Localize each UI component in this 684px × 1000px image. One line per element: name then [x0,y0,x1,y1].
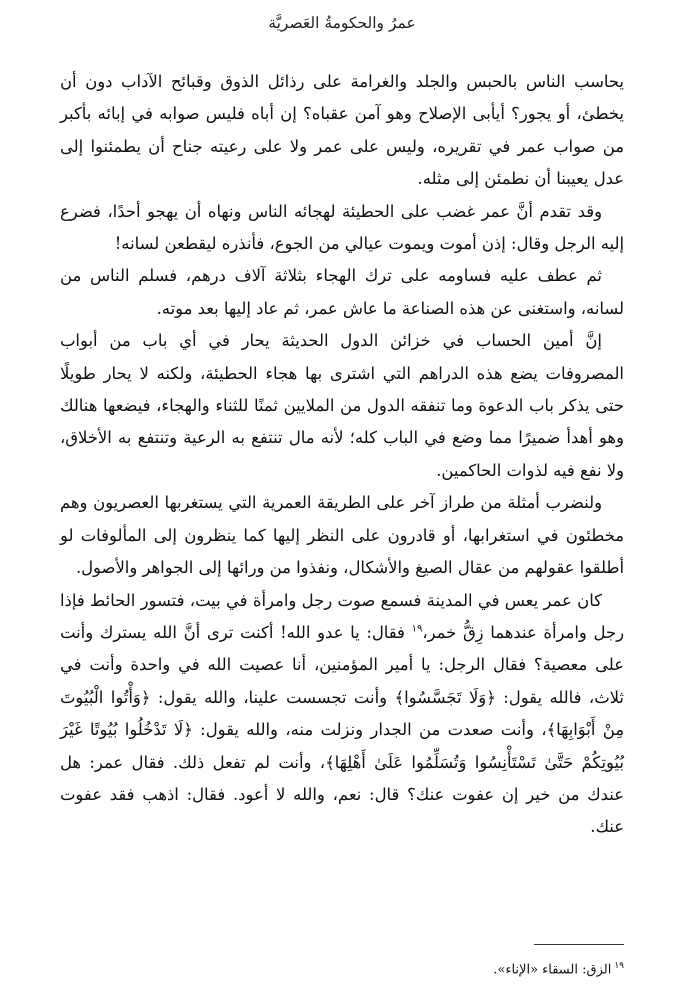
paragraph: يحاسب الناس بالحبس والجلد والغرامة على رذائل الذوق وقبائح الآداب دون أن يخطئ، أو يجور؟ أيأبى الإصلاح وهو آمن عقباه؟ إن أباه فليس صوابه في إبائه بأكبر من صواب عمر في تقريره، وليس على عمر ولا على رعيته جناح أن يطمئنوا إلى عدل يعيبنا أن نطمئن إلى مثله. [60,72,624,189]
footnote [60,956,624,980]
paragraph: وقد تقدم أنَّ عمر غضب على الحطيئة لهجائه الناس ونهاه أن يهجو أحدًا، فضرع إليه الرجل وقال: إذن أموت ويموت عيالي من الجوع، فأنذره ليقطعن لسانه! [60,201,624,254]
paragraph: ولنضرب أمثلة من طراز آخر على الطريقة العمرية التي يستغربها العصريون وهم مخطئون في استغرابها، أو قادرون على النظر إليها كما ينظرون إلى المألوفات لو أطلقوا عقولهم من عقال الصيغ والأشكال، ونفذوا من ورائها إلى الجواهر والأصول. [60,493,624,578]
story-text-part2: فقال: يا عدو الله! أكنت ترى أنَّ الله يسترك وأنت على معصية؟ فقال الرجل: يا أمير المؤمنين، أنا عصيت الله في واحدة وأنت في ثلاث، فالله يقول: ﴿وَلَا تَجَسَّسُوا﴾ وأنت تجسست علينا، والله يقول: ﴿وَأْتُوا الْبُيُوتَ مِنْ أَبْوَابِهَا﴾، وأنت صعدت من الجدار ونزلت منه، والله يقول: ﴿لَا تَدْخُلُوا بُيُوتًا غَيْرَ بُيُوتِكُمْ حَتَّىٰ تَسْتَأْنِسُوا وَتُسَلِّمُوا عَلَىٰ أَهْلِهَا﴾، وأنت لم تفعل ذلك. فقال عمر: هل عندك من خير إن عفوت عنك؟ قال: نعم، والله لا أعود. فقال: اذهب فقد عفوت عنك. [60,622,624,837]
story-text-part1: كان عمر يعس في المدينة فسمع صوت رجل وامرأة في بيت، فتسور الحائط فإذا رجل وامرأة عندهما زِقُّ خمر، [60,590,624,642]
body-text [60,66,624,844]
paragraph-story [60,585,624,844]
footnote-reference[interactable]: ١٩ [411,623,423,635]
footnote-divider [534,944,624,945]
paragraph: إنَّ أمين الحساب في خزائن الدول الحديثة يحار في أي باب من أبواب المصروفات يضع هذه الدراهم التي اشترى بها هجاء الحطيئة، ولكنه لا يحار طويلًا حتى يذكر باب الدعوة وما تنفقه الدول من الملايين ثمنًا للثناء والهجاء، فيضعها هنالك وهو أهدأ ضميرًا مما وضع في الباب كله؛ لأنه مال تنتفع به الرعية وتنتفع به الأخلاق، ولا نفع فيه لذوات الحاكمين. [60,331,624,480]
running-title: عمرُ والحكومةُ العَصريَّة [268,14,416,32]
footnote-text: الزق: السقاء «الإناء». [493,962,612,978]
paragraph: ثم عطف عليه فساومه على ترك الهجاء بثلاثة آلاف درهم، فسلم الناس من لسانه، واستغنى عن هذه الصناعة ما عاش عمر، ثم عاد إليها بعد موته. [60,266,624,318]
footnote-number: ١٩ [614,961,624,971]
